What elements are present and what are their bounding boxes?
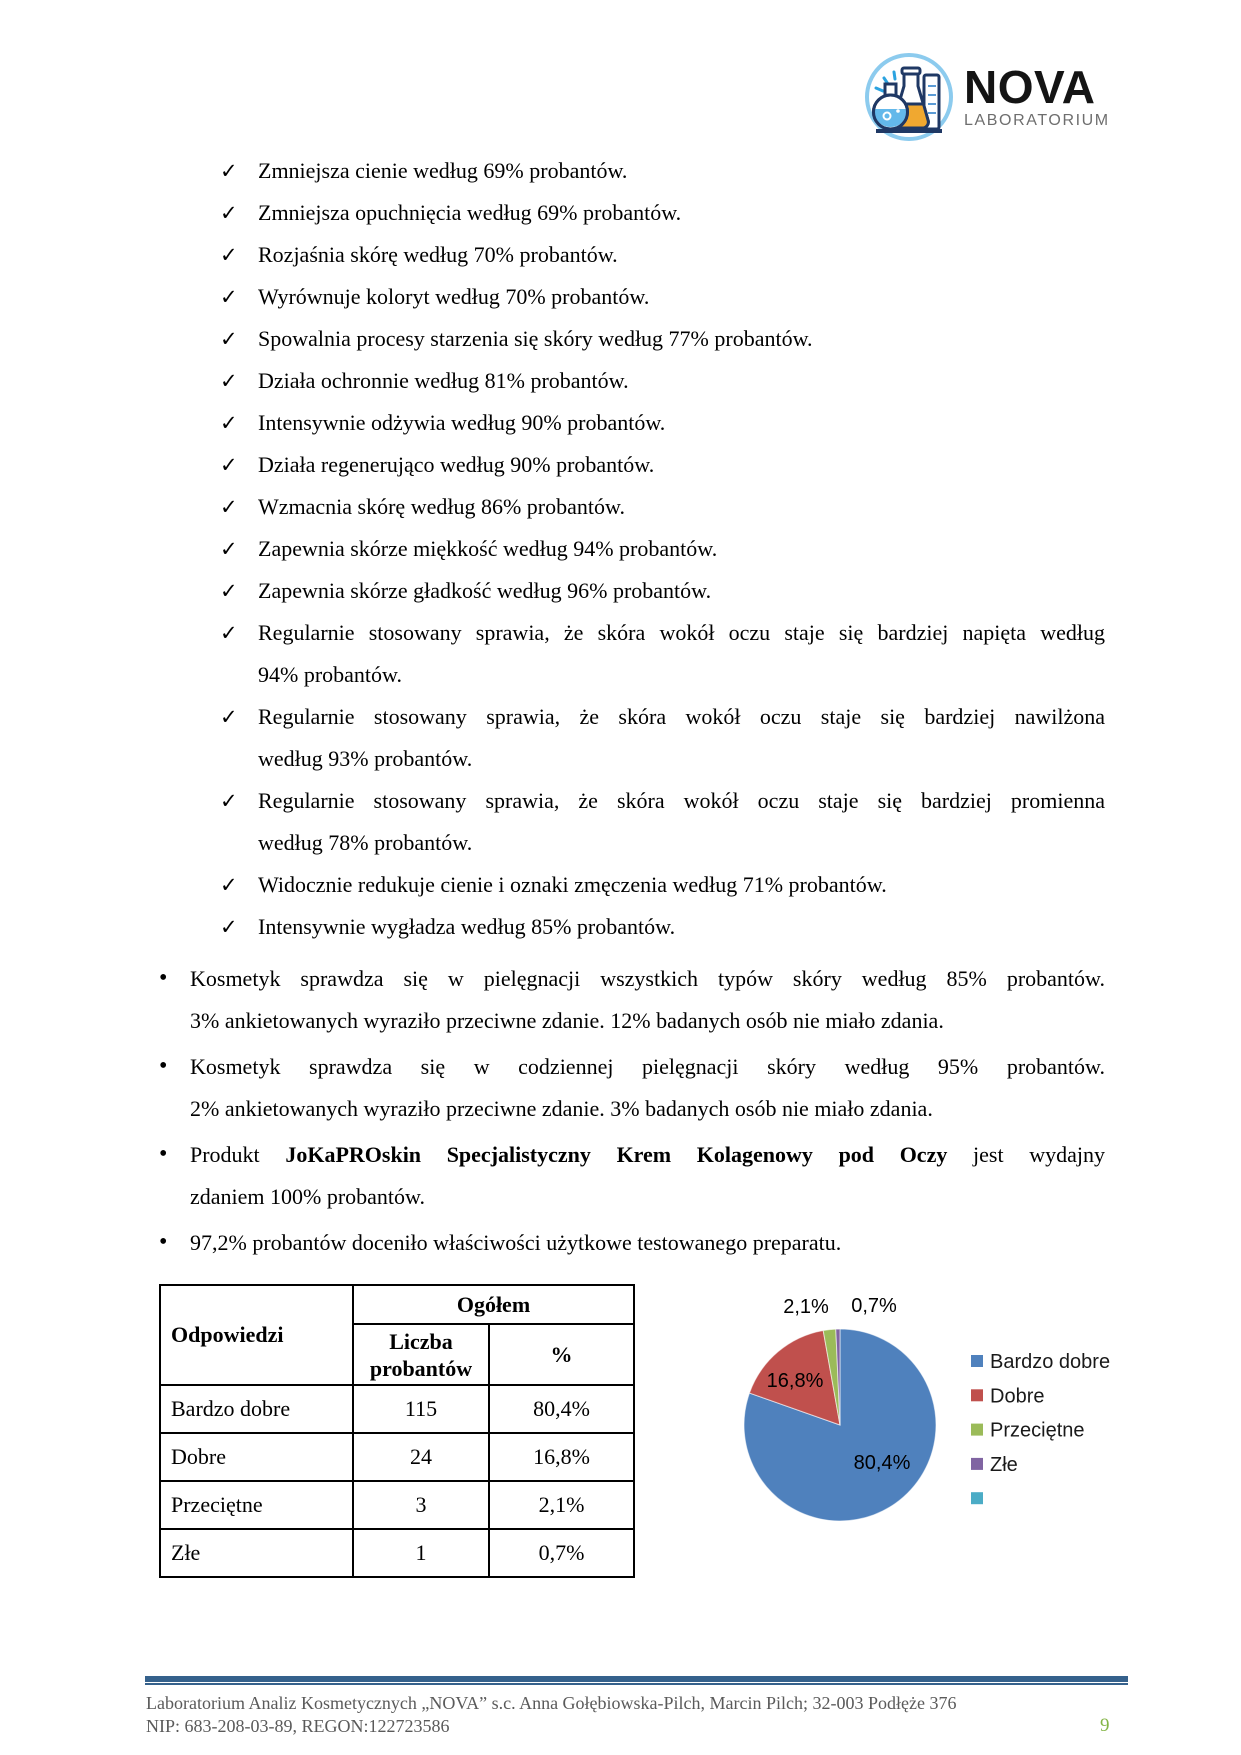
legend-swatch <box>971 1355 983 1367</box>
check-icon: ✓ <box>220 243 238 267</box>
check-icon: ✓ <box>220 915 238 939</box>
bullet-list <box>148 958 1105 1264</box>
check-icon: ✓ <box>220 327 238 351</box>
table-row <box>160 1385 634 1433</box>
table-row <box>160 1433 634 1481</box>
check-item <box>148 402 1105 444</box>
legend-label: Bardzo dobre <box>990 1351 1111 1373</box>
table-row <box>160 1529 634 1577</box>
check-icon: ✓ <box>220 453 238 477</box>
check-item-text: według 78% probantów. <box>258 830 473 855</box>
percent-cell: 16,8% <box>489 1433 634 1481</box>
bullet-item <box>148 958 1105 1042</box>
table-row <box>160 1481 634 1529</box>
check-icon: ✓ <box>220 579 238 603</box>
check-item-text: według 93% probantów. <box>258 746 473 771</box>
check-item <box>148 234 1105 276</box>
table-header-answers: Odpowiedzi <box>160 1285 353 1385</box>
nova-logo <box>862 50 1110 144</box>
check-item-text: Intensywnie wygładza według 85% probantów. <box>258 914 676 939</box>
check-item <box>148 780 1105 864</box>
check-item-text: Spowalnia procesy starzenia się skóry według 77% probantów. <box>258 326 813 351</box>
check-icon: ✓ <box>220 621 238 645</box>
check-icon: ✓ <box>220 285 238 309</box>
results-table-wrap <box>159 1284 635 1578</box>
check-icon: ✓ <box>220 789 238 813</box>
check-item <box>148 444 1105 486</box>
check-item-text: Regularnie stosowany sprawia, że skóra wokół oczu staje się bardziej nawilżona <box>258 704 1105 729</box>
bullet-icon: • <box>159 1229 168 1255</box>
results-table <box>159 1284 635 1578</box>
check-item <box>148 486 1105 528</box>
report-body <box>148 150 1105 1264</box>
logo-subtitle: LABORATORIUM <box>964 111 1110 129</box>
table-header-percent: % <box>489 1324 634 1385</box>
lab-flasks-icon <box>862 50 956 144</box>
check-item-text: Zapewnia skórze gładkość według 96% probantów. <box>258 578 712 603</box>
pie-value-label: 16,8% <box>766 1370 824 1392</box>
footer-rule <box>145 1676 1128 1685</box>
check-item-text: Zmniejsza cienie według 69% probantów. <box>258 158 628 183</box>
bullet-item-text: Produkt JoKaPROskin Specjalistyczny Krem Kolagenowy pod Oczy jest wydajny <box>190 1142 1105 1167</box>
pie-value-label: 0,7% <box>851 1295 897 1317</box>
check-item <box>148 360 1105 402</box>
check-icon: ✓ <box>220 873 238 897</box>
check-icon: ✓ <box>220 537 238 561</box>
check-item-text: Rozjaśnia skórę według 70% probantów. <box>258 242 618 267</box>
bullet-icon: • <box>159 1141 168 1167</box>
legend-label: Dobre <box>990 1385 1045 1408</box>
check-item-text: Zapewnia skórze miękkość według 94% probantów. <box>258 536 718 561</box>
check-item <box>148 276 1105 318</box>
logo-text <box>964 60 1110 130</box>
bullet-item-text: 97,2% probantów doceniło właściwości użytkowe testowanego preparatu. <box>190 1230 842 1255</box>
bullet-item <box>148 1134 1105 1218</box>
legend-label: Przeciętne <box>990 1419 1085 1442</box>
bullet-icon: • <box>159 965 168 991</box>
check-item-text: Widocznie redukuje cienie i oznaki zmęczenia według 71% probantów. <box>258 872 887 897</box>
count-cell: 3 <box>353 1481 489 1529</box>
check-icon: ✓ <box>220 159 238 183</box>
bullet-icon: • <box>159 1053 168 1079</box>
bullet-item-text: 2% ankietowanych wyraziło przeciwne zdanie. 3% badanych osób nie miało zdania. <box>190 1096 933 1121</box>
check-icon: ✓ <box>220 495 238 519</box>
pie-value-label: 80,4% <box>853 1452 911 1474</box>
check-list <box>148 150 1105 948</box>
check-item-text: Regularnie stosowany sprawia, że skóra wokół oczu staje się bardziej promienna <box>258 788 1105 813</box>
legend-swatch <box>971 1458 983 1470</box>
check-item-text: Intensywnie odżywia według 90% probantów. <box>258 410 666 435</box>
footer-company-line: Laboratorium Analiz Kosmetycznych „NOVA” s.c. Anna Gołębiowska-Pilch, Marcin Pilch; 32-003 Podłęże 376 <box>146 1693 957 1713</box>
bullet-item-text: 3% ankietowanych wyraziło przeciwne zdanie. 12% badanych osób nie miało zdania. <box>190 1008 944 1033</box>
check-item <box>148 150 1105 192</box>
check-icon: ✓ <box>220 369 238 393</box>
check-item <box>148 864 1105 906</box>
check-icon: ✓ <box>220 705 238 729</box>
check-item-text: Działa regenerująco według 90% probantów. <box>258 452 655 477</box>
count-cell: 1 <box>353 1529 489 1577</box>
answer-cell: Złe <box>160 1529 353 1577</box>
bullet-item-text: zdaniem 100% probantów. <box>190 1184 426 1209</box>
bullet-item-text: Kosmetyk sprawdza się w pielęgnacji wszystkich typów skóry według 85% probantów. <box>190 966 1105 991</box>
check-item-text: 94% probantów. <box>258 662 402 687</box>
bullet-item <box>148 1046 1105 1130</box>
check-item <box>148 528 1105 570</box>
check-item-text: Zmniejsza opuchnięcia według 69% probantów. <box>258 200 682 225</box>
table-header-total: Ogółem <box>353 1285 634 1324</box>
pie-chart <box>620 1260 1241 1640</box>
answer-cell: Dobre <box>160 1433 353 1481</box>
check-icon: ✓ <box>220 411 238 435</box>
percent-cell: 2,1% <box>489 1481 634 1529</box>
answer-cell: Przeciętne <box>160 1481 353 1529</box>
page-number: 9 <box>1100 1715 1110 1736</box>
check-item <box>148 318 1105 360</box>
check-item <box>148 570 1105 612</box>
bullet-item-text: Kosmetyk sprawdza się w codziennej pielęgnacji skóry według 95% probantów. <box>190 1054 1105 1079</box>
logo-name: NOVA <box>964 60 1096 113</box>
check-item <box>148 906 1105 948</box>
legend-swatch <box>971 1389 983 1401</box>
pie-value-label: 2,1% <box>783 1296 829 1318</box>
count-cell: 115 <box>353 1385 489 1433</box>
table-header-count: Liczba probantów <box>353 1324 489 1385</box>
legend-swatch <box>971 1492 983 1504</box>
bullet-item <box>148 1222 1105 1264</box>
check-item-text: Regularnie stosowany sprawia, że skóra wokół oczu staje się bardziej napięta według <box>258 620 1105 645</box>
legend-swatch <box>971 1424 983 1436</box>
check-item <box>148 612 1105 696</box>
answer-cell: Bardzo dobre <box>160 1385 353 1433</box>
check-icon: ✓ <box>220 201 238 225</box>
check-item <box>148 192 1105 234</box>
count-cell: 24 <box>353 1433 489 1481</box>
percent-cell: 80,4% <box>489 1385 634 1433</box>
check-item-text: Wzmacnia skórę według 86% probantów. <box>258 494 625 519</box>
check-item-text: Wyrównuje koloryt według 70% probantów. <box>258 284 650 309</box>
footer-nip-line: NIP: 683-208-03-89, REGON:122723586 <box>146 1716 450 1736</box>
check-item <box>148 696 1105 780</box>
check-item-text: Działa ochronnie według 81% probantów. <box>258 368 629 393</box>
legend-label: Złe <box>990 1453 1018 1476</box>
percent-cell: 0,7% <box>489 1529 634 1577</box>
